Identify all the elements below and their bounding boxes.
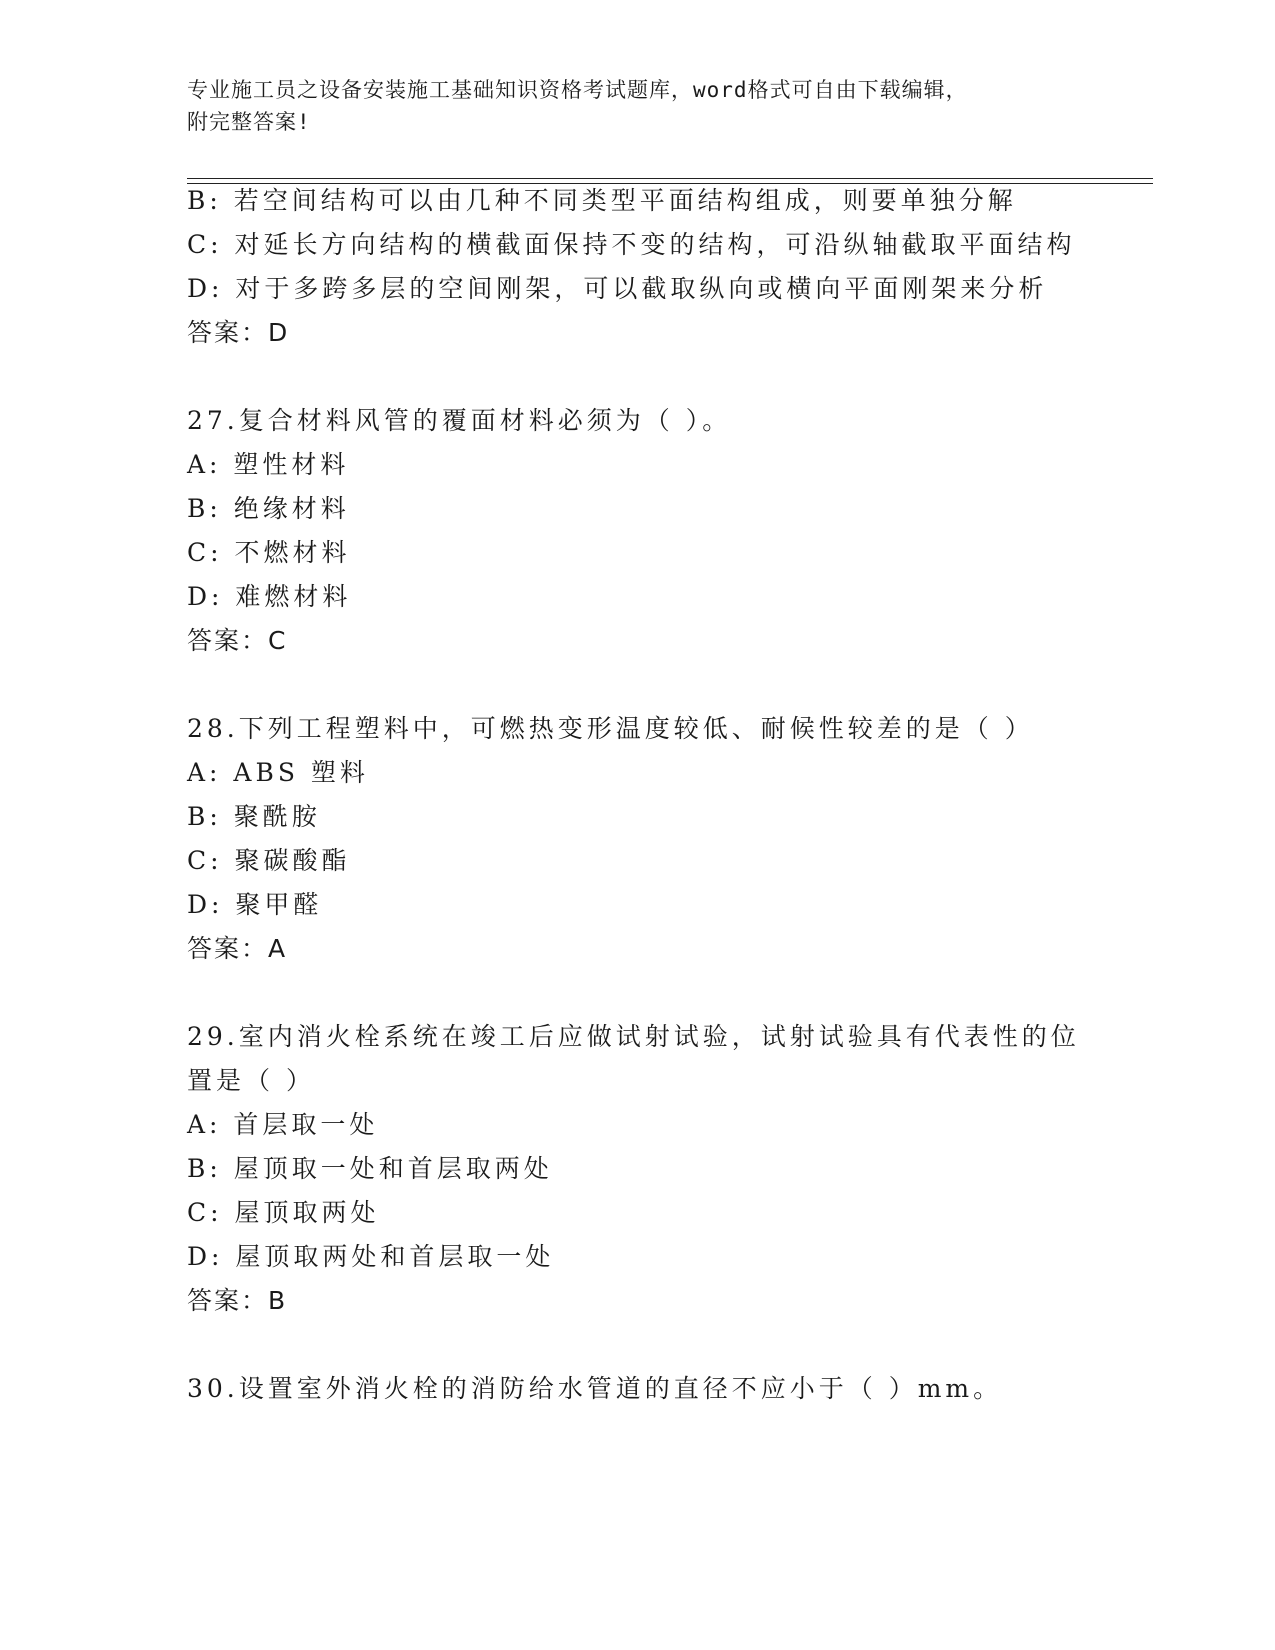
question-30: 30.设置室外消火栓的消防给水管道的直径不应小于（ ）mm。 — [187, 1374, 1003, 1403]
option-a: A: 塑性材料 — [187, 450, 350, 479]
document-header — [187, 74, 1067, 138]
question-27: 27.复合材料风管的覆面材料必须为（ ）。 — [187, 406, 732, 435]
option-c: C: 不燃材料 — [187, 538, 351, 567]
answer-text: 答案：D — [187, 318, 290, 347]
option-a: A: 首层取一处 — [187, 1110, 379, 1139]
option-d: D: 对于多跨多层的空间刚架，可以截取纵向或横向平面刚架来分析 — [187, 274, 1048, 303]
option-b: B: 绝缘材料 — [187, 494, 350, 523]
option-d: D: 聚甲醛 — [187, 890, 323, 919]
option-b: B: 屋顶取一处和首层取两处 — [187, 1154, 553, 1183]
option-a: A: ABS 塑料 — [187, 758, 369, 787]
header-divider-top — [187, 178, 1153, 179]
option-c: C: 屋顶取两处 — [187, 1198, 380, 1227]
option-b: B: 聚酰胺 — [187, 802, 321, 831]
option-d: D: 难燃材料 — [187, 582, 352, 611]
question-28: 28.下列工程塑料中，可燃热变形温度较低、耐候性较差的是（ ） — [187, 714, 1034, 743]
question-29-continued: 置是（ ） — [187, 1066, 315, 1095]
answer-text: 答案：C — [187, 626, 288, 655]
option-c: C: 对延长方向结构的横截面保持不变的结构，可沿纵轴截取平面结构 — [187, 230, 1076, 259]
question-29: 29.室内消火栓系统在竣工后应做试射试验，试射试验具有代表性的位 — [187, 1022, 1080, 1051]
option-c: C: 聚碳酸酯 — [187, 846, 351, 875]
answer-text: 答案：B — [187, 1286, 288, 1315]
header-line-2: 附完整答案! — [187, 110, 311, 134]
answer-text: 答案：A — [187, 934, 288, 963]
option-d: D: 屋顶取两处和首层取一处 — [187, 1242, 555, 1271]
header-line-1: 专业施工员之设备安装施工基础知识资格考试题库，word格式可自由下载编辑， — [187, 78, 968, 102]
option-b: B: 若空间结构可以由几种不同类型平面结构组成，则要单独分解 — [187, 186, 1017, 215]
